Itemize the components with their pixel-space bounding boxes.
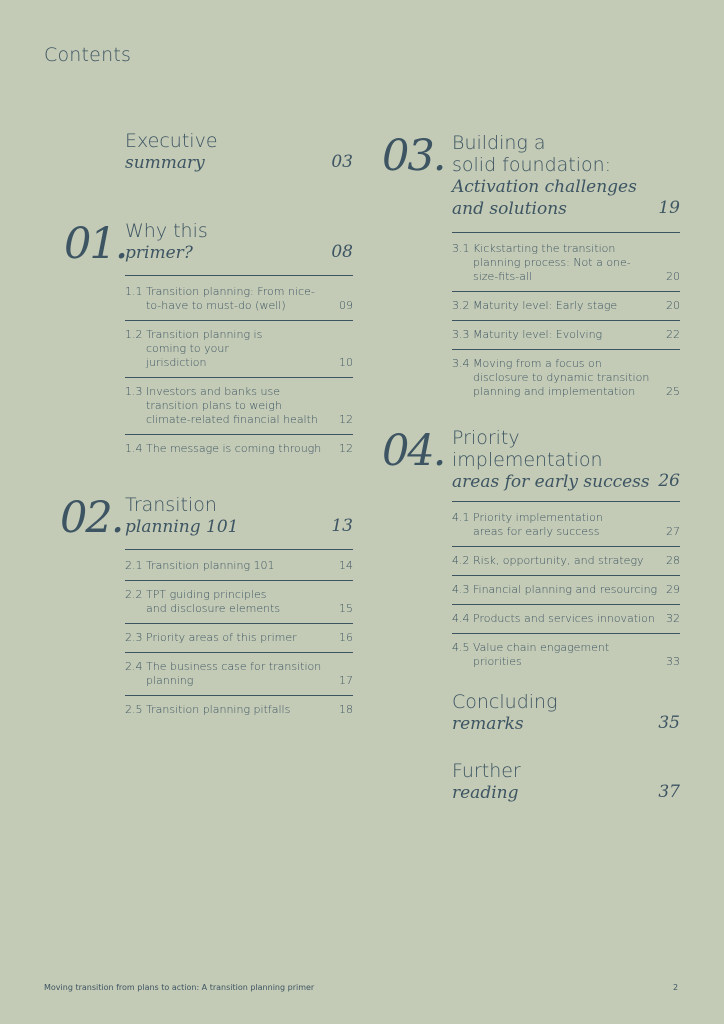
toc-item[interactable] [125,385,353,427]
item-page: 29 [666,583,680,596]
section-title: Priority [452,427,520,449]
item-divider [452,604,680,605]
section-title-italic-line2: and solutions [452,199,567,219]
section-title-italic: areas for early success [452,472,650,492]
item-text: Maturity level: Evolving [473,328,603,341]
toc-item[interactable] [452,242,680,284]
item-text: Products and services innovation [473,612,655,625]
toc-item[interactable] [125,328,353,370]
item-divider [125,434,353,435]
item-number: 1.2 [125,328,143,341]
toc-item[interactable] [452,328,680,342]
item-number: 4.2 [452,554,470,567]
item-number: 3.3 [452,328,470,341]
toc-item[interactable] [452,511,680,539]
item-page: 22 [666,328,680,341]
item-number: 4.1 [452,511,470,524]
section-number: 01. [64,219,127,269]
item-text: Maturity level: Early stage [473,299,618,312]
item-divider [125,652,353,653]
section-further-reading[interactable] [452,760,680,804]
toc-item[interactable] [125,703,353,717]
section-items [125,559,353,717]
page-number: 2 [673,983,679,992]
section-items [452,242,680,399]
section-title-italic: planning 101 [125,517,239,537]
item-page: 32 [666,612,680,625]
item-text: Financial planning and resourcing [473,583,658,596]
item-text: Investors and banks use transition plans to weigh climate-related financial health [146,385,318,426]
toc-item[interactable] [452,641,680,669]
item-number: 2.4 [125,660,143,673]
item-divider [452,633,680,634]
toc-item[interactable] [125,442,353,456]
section-title: Executive [125,130,218,152]
item-page: 18 [339,703,353,716]
section-page: 37 [658,782,680,802]
item-divider [125,695,353,696]
item-page: 20 [666,270,680,283]
footer-title: Moving transition from plans to action: A transition planning primer [44,983,315,992]
item-divider [452,575,680,576]
section-title-italic: summary [125,153,205,173]
section-page: 03 [331,152,353,172]
item-divider [452,349,680,350]
item-page: 16 [339,631,353,644]
item-text: The message is coming through [146,442,322,455]
item-page: 09 [339,299,353,312]
section-title: Concluding [452,691,558,713]
item-page: 25 [666,385,680,398]
section-divider [125,275,353,276]
section-title-italic: reading [452,783,519,803]
item-page: 33 [666,655,680,668]
item-number: 3.1 [452,242,470,255]
section-title-italic: remarks [452,714,524,734]
section-page: 26 [658,471,680,491]
toc-item[interactable] [452,299,680,313]
item-page: 20 [666,299,680,312]
section-title-line2: implementation [452,449,603,471]
item-text: Moving from a focus on disclosure to dynamic transition planning and implementation [473,357,650,398]
section-number: 04. [382,426,445,476]
section-concluding-remarks[interactable] [452,691,680,735]
section-items [452,511,680,669]
item-page: 12 [339,442,353,455]
item-text: Transition planning is coming to your jurisdiction [146,328,263,369]
section-page: 35 [658,713,680,733]
section-building-a-solid-foundation[interactable] [452,132,680,220]
item-page: 10 [339,356,353,369]
item-divider [125,377,353,378]
section-divider [125,549,353,550]
item-text: The business case for transition planning [146,660,322,687]
item-text: Transition planning 101 [146,559,275,572]
item-text: Priority areas of this primer [146,631,297,644]
section-title: Why this [125,220,208,242]
item-text: Transition planning pitfalls [146,703,291,716]
item-page: 28 [666,554,680,567]
item-divider [125,320,353,321]
item-number: 2.5 [125,703,143,716]
item-text: Value chain engagement priorities [473,641,610,668]
item-number: 1.4 [125,442,143,455]
item-divider [125,623,353,624]
item-number: 1.3 [125,385,143,398]
toc-item[interactable] [452,554,680,568]
item-divider [452,320,680,321]
item-text: Risk, opportunity, and strategy [473,554,644,567]
section-number: 03. [382,131,445,181]
item-number: 4.5 [452,641,470,654]
item-divider [452,546,680,547]
section-items [125,285,353,456]
item-number: 2.3 [125,631,143,644]
item-number: 4.3 [452,583,470,596]
section-executive-summary[interactable] [125,130,353,174]
toc-item[interactable] [125,588,353,616]
item-text: Priority implementation areas for early success [473,511,603,538]
item-number: 2.1 [125,559,143,572]
item-number: 3.2 [452,299,470,312]
item-text: Transition planning: From nice-to-have to must-do (well) [146,285,315,312]
section-title: Building a [452,132,546,154]
section-title: Transition [125,494,217,516]
section-why-this-primer[interactable] [125,220,353,264]
toc-item[interactable] [452,612,680,626]
toc-item[interactable] [125,660,353,688]
item-number: 1.1 [125,285,143,298]
item-divider [452,291,680,292]
toc-item[interactable] [452,583,680,597]
item-number: 3.4 [452,357,470,370]
item-page: 14 [339,559,353,572]
item-number: 4.4 [452,612,470,625]
item-page: 17 [339,674,353,687]
section-priority-implementation[interactable] [452,427,680,493]
section-number: 02. [60,493,123,543]
section-title-italic: primer? [125,243,193,263]
toc-item[interactable] [125,559,353,573]
section-page: 08 [331,242,353,262]
page-title: Contents [44,44,132,66]
item-text: TPT guiding principles and disclosure elements [146,588,281,615]
toc-item[interactable] [452,357,680,399]
item-page: 12 [339,413,353,426]
item-divider [125,580,353,581]
toc-item[interactable] [125,631,353,645]
section-divider [452,232,680,233]
item-number: 2.2 [125,588,143,601]
item-page: 15 [339,602,353,615]
section-title-italic: Activation challenges [452,177,637,197]
section-page: 13 [331,516,353,536]
section-title: Further [452,760,521,782]
item-page: 27 [666,525,680,538]
section-transition-planning-101[interactable] [125,494,353,538]
section-title-line2: solid foundation: [452,154,612,176]
item-text: Kickstarting the transition planning process: Not a one-size-fits-all [473,242,631,283]
section-page: 19 [658,198,680,218]
section-divider [452,501,680,502]
toc-item[interactable] [125,285,353,313]
